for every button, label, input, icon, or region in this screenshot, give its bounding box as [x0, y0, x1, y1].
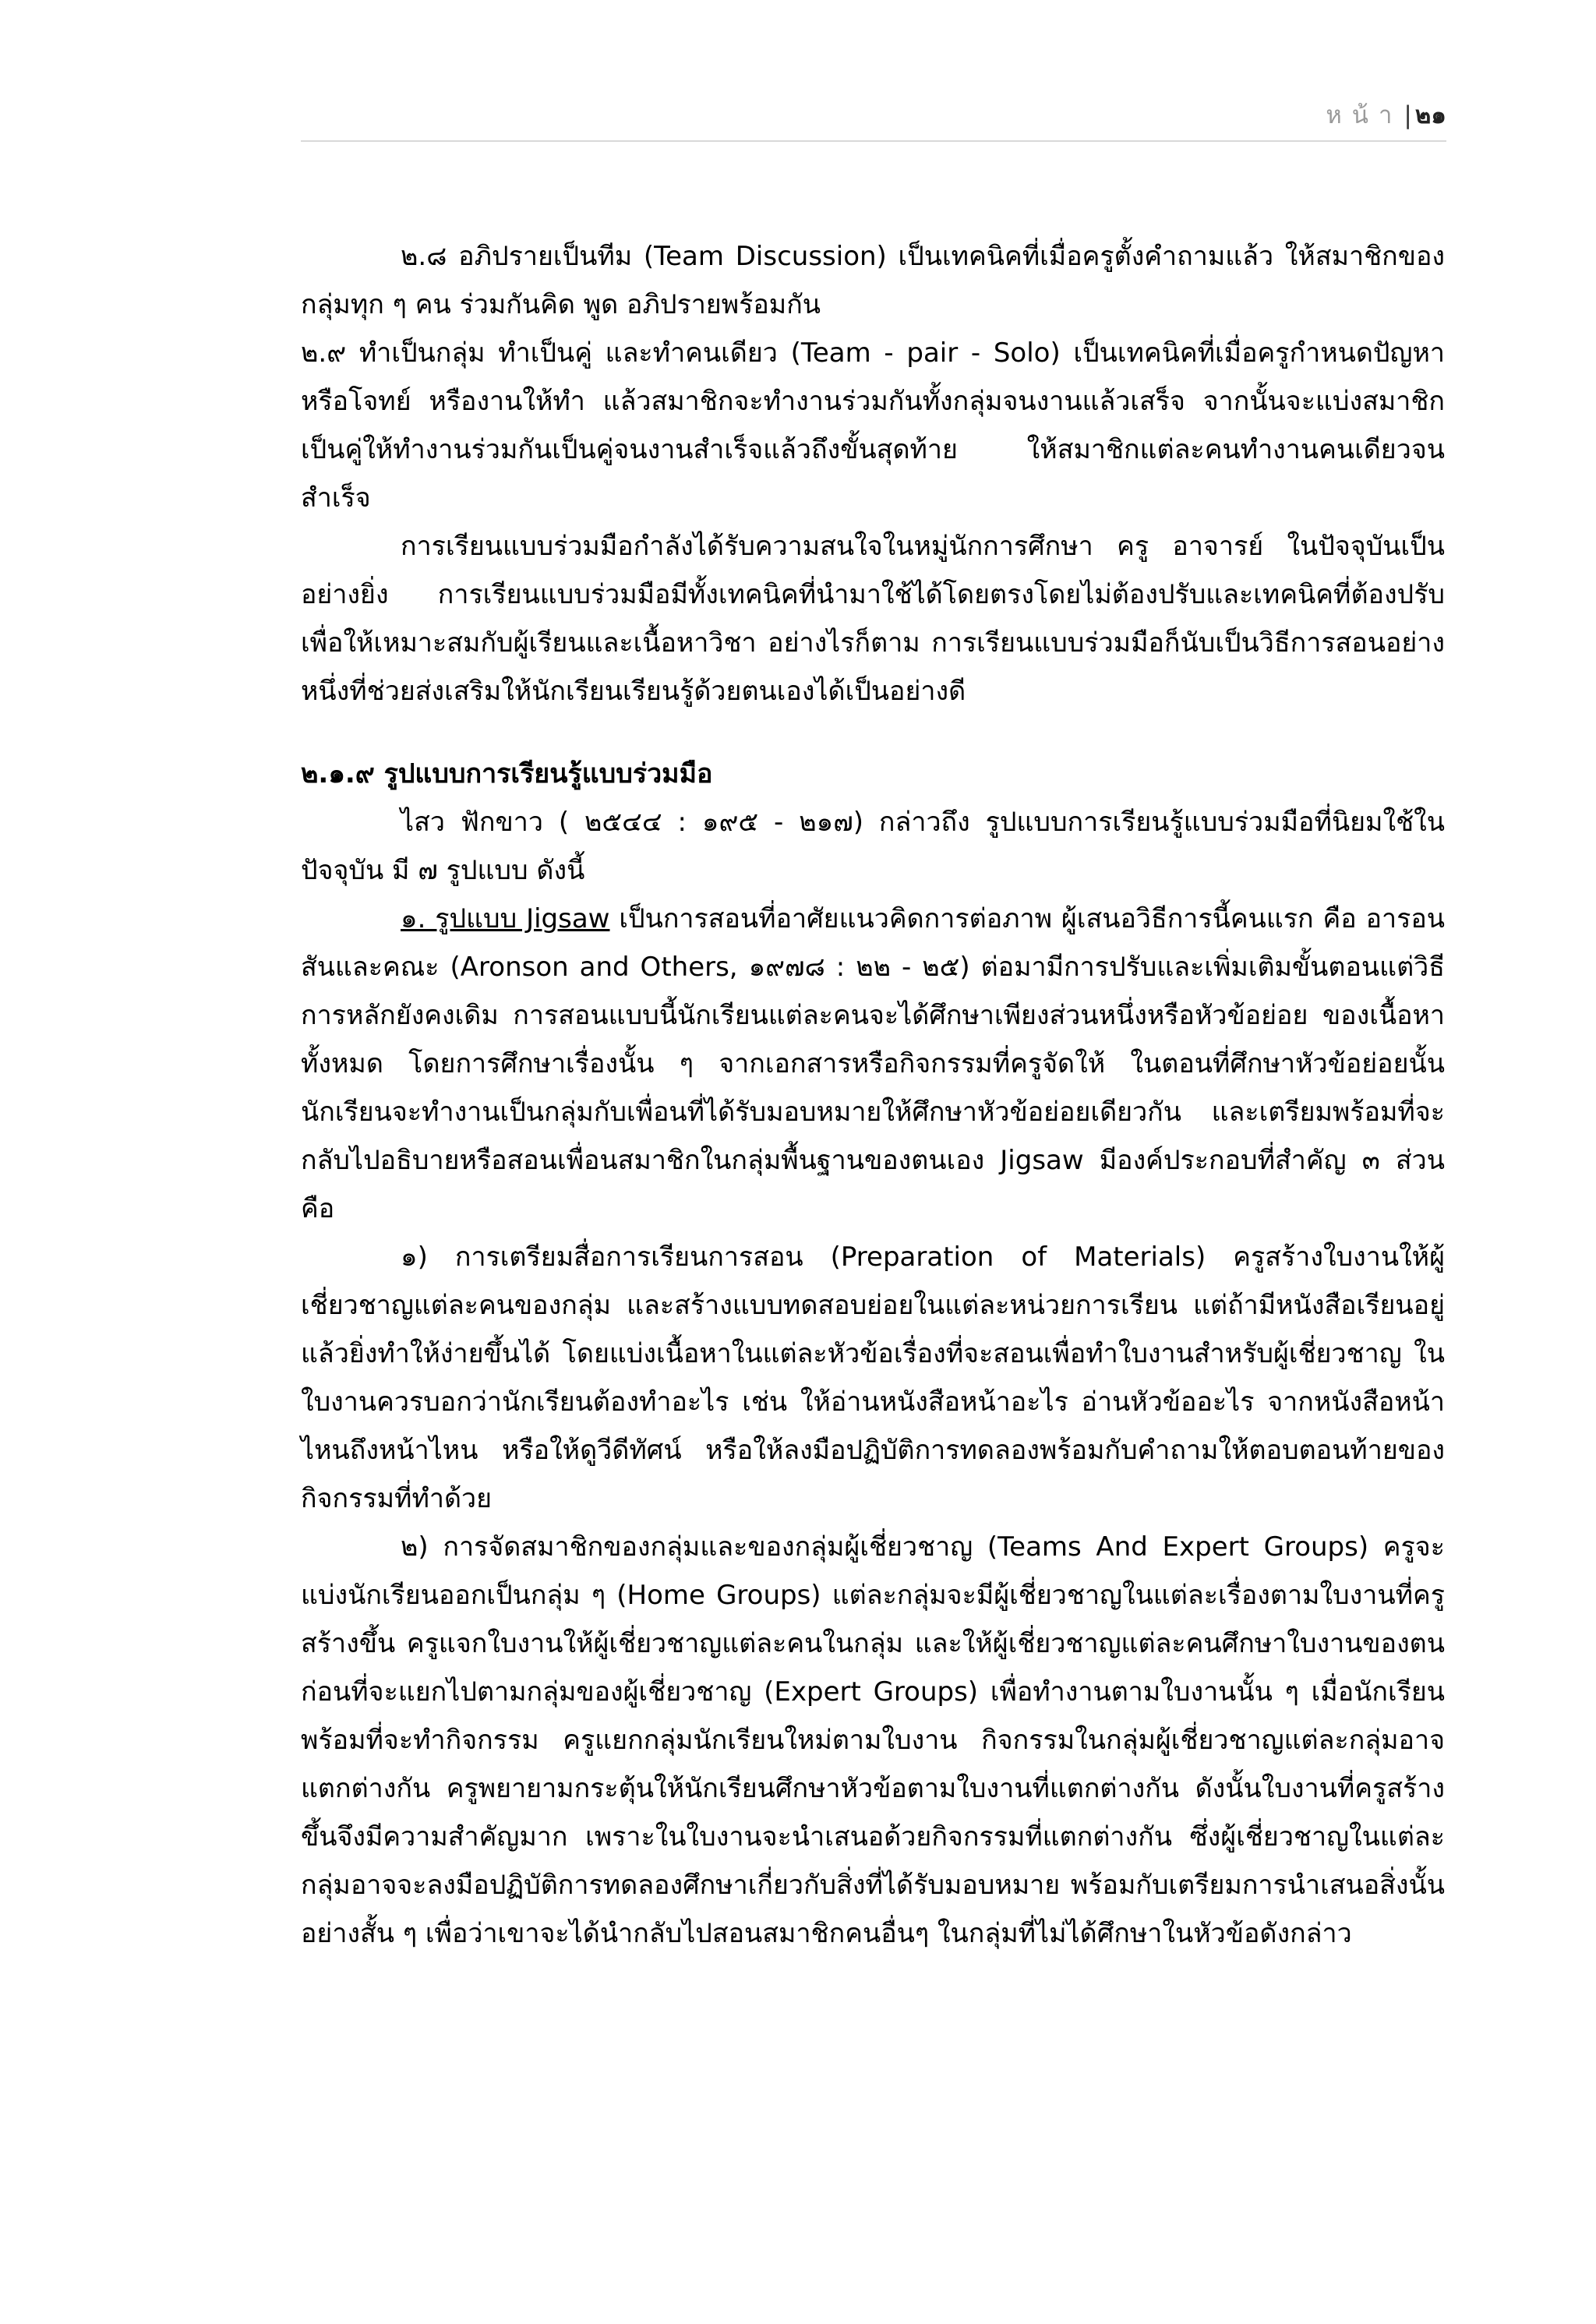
page-header: [1326, 100, 1446, 131]
jigsaw-description: เป็นการสอนที่อาศัยแนวคิดการต่อภาพ ผู้เสนอวิธีการนี้คนแรก คือ อารอนสันและคณะ (Aronson and Others, ๑๙๗๘ : ๒๒ - ๒๕) ต่อมามีการปรับและเพิ่มเติมขั้นตอนแต่วิธีการหลักยังคงเดิม การสอนแบบนี้นักเรียนแต่ละคนจะได้ศึกษาเพียงส่วนหนึ่งหรือหัวข้อย่อย ของเนื้อหาทั้งหมด โดยการศึกษาเรื่องนั้น ๆ จากเอกสารหรือกิจกรรมที่ครูจัดให้ ในตอนที่ศึกษาหัวข้อย่อยนั้น นักเรียนจะทำงานเป็นกลุ่มกับเพื่อนที่ได้รับมอบหมายให้ศึกษาหัวข้อย่อยเดียวกัน และเตรียมพร้อมที่จะกลับไปอธิบายหรือสอนเพื่อนสมาชิกในกลุ่มพื้นฐานของตนเอง Jigsaw มีองค์ประกอบที่สำคัญ ๓ ส่วน คือ: [301, 903, 1446, 1224]
jigsaw-runin-title: ๑. รูปแบบ Jigsaw: [401, 903, 610, 934]
paragraph-team-discussion: ๒.๘ อภิปรายเป็นทีม (Team Discussion) เป็นเทคนิคที่เมื่อครูตั้งคำถามแล้ว ให้สมาชิกของกลุ่มทุก ๆ คน ร่วมกันคิด พูด อภิปรายพร้อมกัน: [301, 241, 1445, 320]
header-divider: [301, 140, 1446, 142]
paragraph-team-pair-solo: ๒.๙ ทำเป็นกลุ่ม ทำเป็นคู่ และทำคนเดียว (Team - pair - Solo) เป็นเทคนิคที่เมื่อครูกำหนดปัญหา หรือโจทย์ หรืองานให้ทำ แล้วสมาชิกจะทำงานร่วมกันทั้งกลุ่มจนงานแล้วเสร็จ จากนั้นจะแบ่งสมาชิกเป็นคู่ให้ทำงานร่วมกันเป็นคู่จนงานสำเร็จแล้วถึงขั้นสุดท้าย ให้สมาชิกแต่ละคนทำงานคนเดียวจนสำเร็จ: [301, 337, 1445, 514]
document-body: [301, 232, 1445, 1958]
paragraph-models-intro: ไสว ฟักขาว ( ๒๕๔๔ : ๑๙๕ - ๒๑๗) กล่าวถึง รูปแบบการเรียนรู้แบบร่วมมือที่นิยมใช้ในปัจจุบัน มี ๗ รูปแบบ ดังนี้: [301, 807, 1445, 886]
paragraph-teams-expert-groups: ๒) การจัดสมาชิกของกลุ่มและของกลุ่มผู้เชี่ยวชาญ (Teams And Expert Groups) ครูจะแบ่งนักเรียนออกเป็นกลุ่ม ๆ (Home Groups) แต่ละกลุ่มจะมีผู้เชี่ยวชาญในแต่ละเรื่องตามใบงานที่ครูสร้างขึ้น ครูแจกใบงานให้ผู้เชี่ยวชาญแต่ละคนในกลุ่ม และให้ผู้เชี่ยวชาญแต่ละคนศึกษาใบงานของตนก่อนที่จะแยกไปตามกลุ่มของผู้เชี่ยวชาญ (Expert Groups) เพื่อทำงานตามใบงานนั้น ๆ เมื่อนักเรียนพร้อมที่จะทำกิจกรรม ครูแยกกลุ่มนักเรียนใหม่ตามใบงาน กิจกรรมในกลุ่มผู้เชี่ยวชาญแต่ละกลุ่มอาจแตกต่างกัน ครูพยายามกระตุ้นให้นักเรียนศึกษาหัวข้อตามใบงานที่แตกต่างกัน ดังนั้นใบงานที่ครูสร้างขึ้นจึงมีความสำคัญมาก เพราะในใบงานจะนำเสนอด้วยกิจกรรมที่แตกต่างกัน ซึ่งผู้เชี่ยวชาญในแต่ละกลุ่มอาจจะลงมือปฏิบัติการทดลองศึกษาเกี่ยวกับสิ่งที่ได้รับมอบหมาย พร้อมกับเตรียมการนำเสนอสิ่งนั้นอย่างสั้น ๆ เพื่อว่าเขาจะได้นำกลับไปสอนสมาชิกคนอื่นๆ ในกลุ่มที่ไม่ได้ศึกษาในหัวข้อดังกล่าว: [301, 1531, 1445, 1949]
section-heading: ๒.๑.๙ รูปแบบการเรียนรู้แบบร่วมมือ: [301, 758, 713, 789]
paragraph-cooperative-summary: การเรียนแบบร่วมมือกำลังได้รับความสนใจในหมู่นักการศึกษา ครู อาจารย์ ในปัจจุบันเป็นอย่างยิ่ง การเรียนแบบร่วมมือมีทั้งเทคนิคที่นำมาใช้ได้โดยตรงโดยไม่ต้องปรับและเทคนิคที่ต้องปรับเพื่อให้เหมาะสมกับผู้เรียนและเนื้อหาวิชา อย่างไรก็ตาม การเรียนแบบร่วมมือก็นับเป็นวิธีการสอนอย่างหนึ่งที่ช่วยส่งเสริมให้นักเรียนเรียนรู้ด้วยตนเองได้เป็นอย่างดี: [301, 531, 1445, 707]
page-label: หน้า: [1326, 101, 1403, 129]
page-number: ๒๑: [1414, 101, 1446, 129]
paragraph-jigsaw: [301, 895, 1445, 1233]
header-separator: |: [1404, 101, 1412, 129]
paragraph-preparation-materials: ๑) การเตรียมสื่อการเรียนการสอน (Preparation of Materials) ครูสร้างใบงานให้ผู้เชี่ยวชาญแต่ละคนของกลุ่ม และสร้างแบบทดสอบย่อยในแต่ละหน่วยการเรียน แต่ถ้ามีหนังสือเรียนอยู่แล้วยิ่งทำให้ง่ายขึ้นได้ โดยแบ่งเนื้อหาในแต่ละหัวข้อเรื่องที่จะสอนเพื่อทำใบงานสำหรับผู้เชี่ยวชาญ ในใบงานควรบอกว่านักเรียนต้องทำอะไร เช่น ให้อ่านหนังสือหน้าอะไร อ่านหัวข้ออะไร จากหนังสือหน้าไหนถึงหน้าไหน หรือให้ดูวีดีทัศน์ หรือให้ลงมือปฏิบัติการทดลองพร้อมกับคำถามให้ตอบตอนท้ายของกิจกรรมที่ทำด้วย: [301, 1241, 1445, 1514]
